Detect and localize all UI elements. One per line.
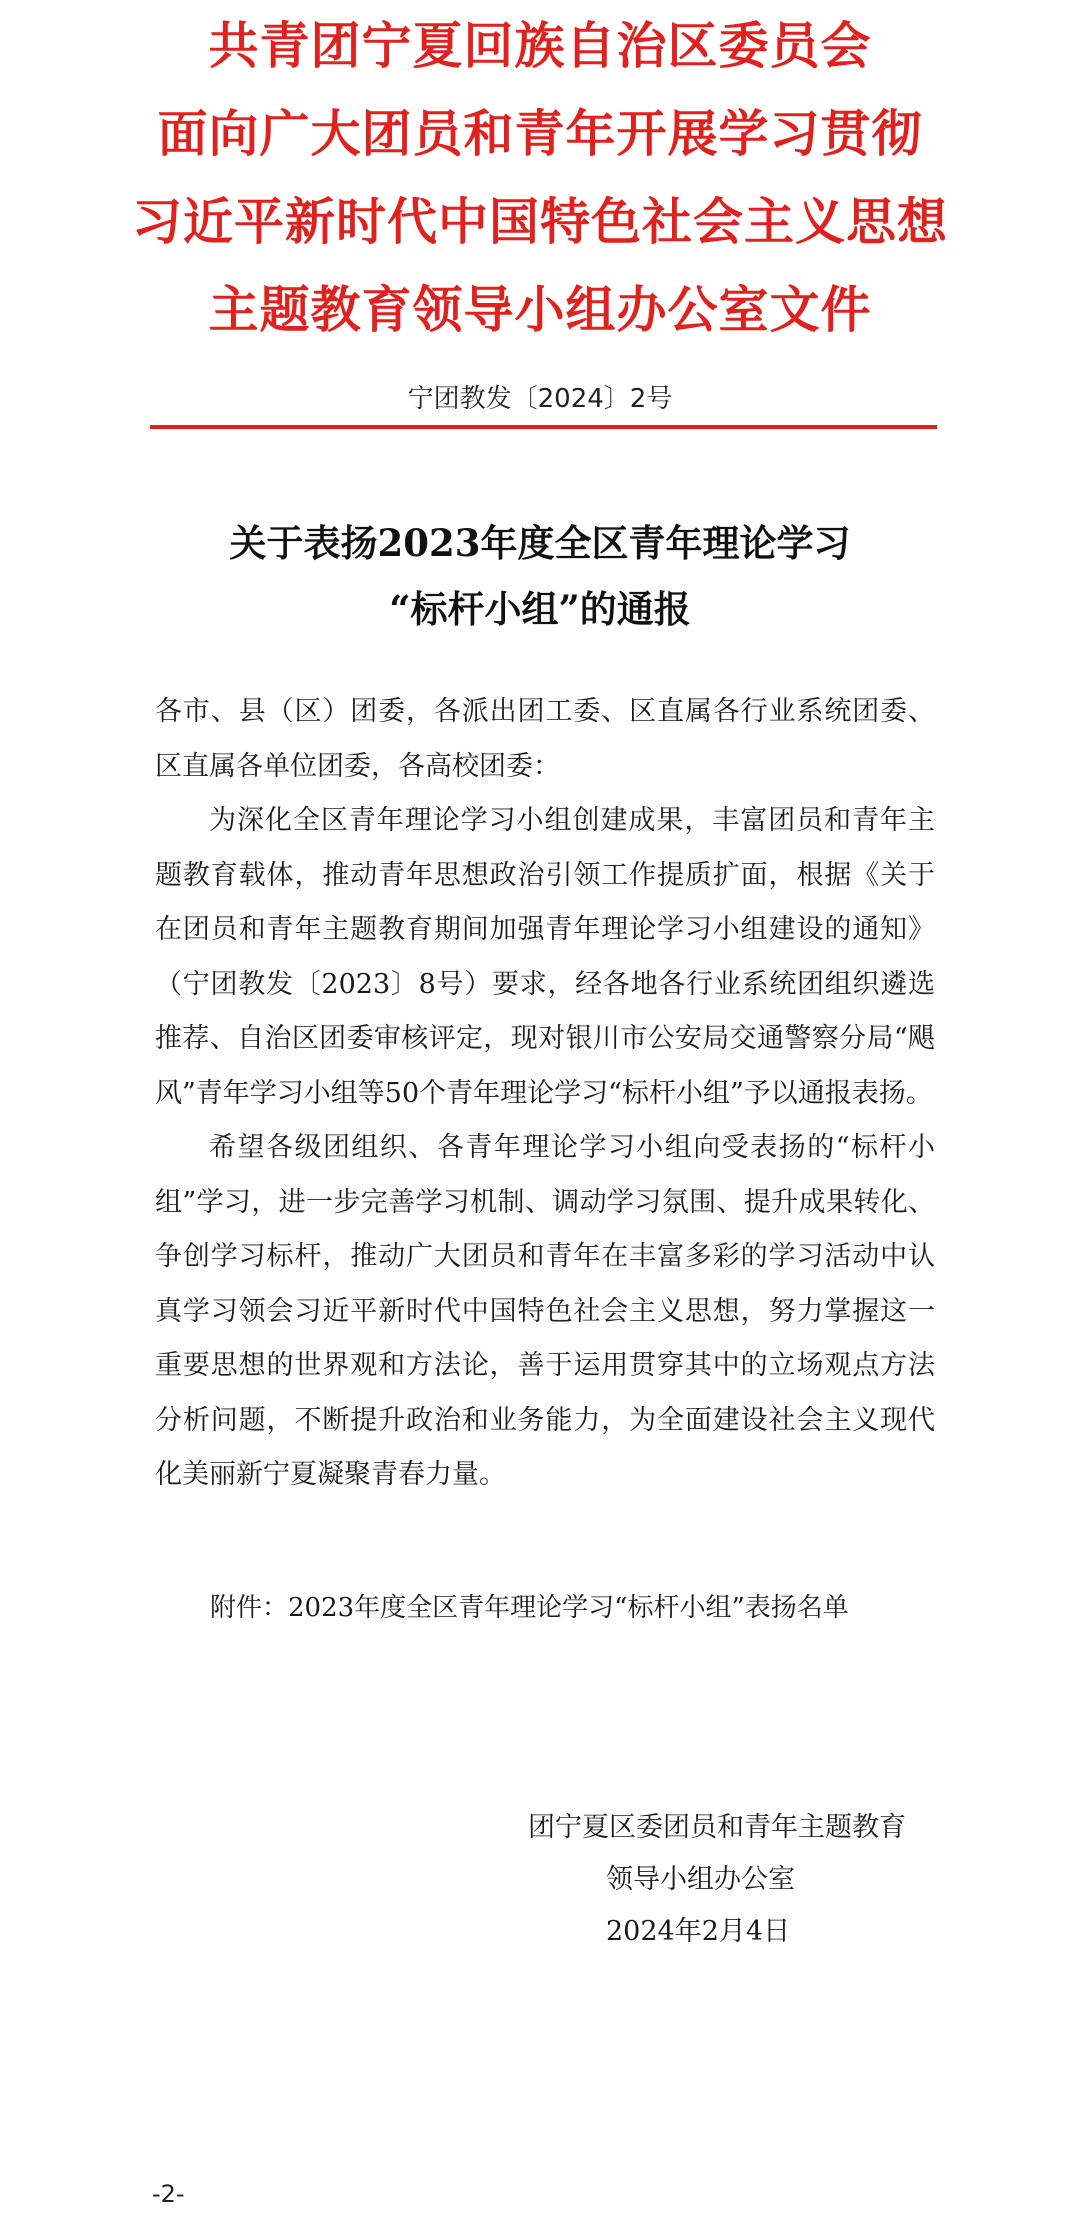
body-paragraph-1: 为深化全区青年理论学习小组创建成果，丰富团员和青年主题教育载体，推动青年思想政治引领工作提质扩面，根据《关于在团员和青年主题教育期间加强青年理论学习小组建设的通知》（宁团教发〔2023〕8号）要求，经各地各行业系统团组织遴选推荐、自治区团委审核评定，现对银川市公安局交通警察分局“飓风”青年学习小组等50个青年理论学习“标杆小组”予以通报表扬。 <box>155 805 935 1109</box>
document-number: 宁团教发〔2024〕2号 <box>407 384 673 414</box>
title-line-1: 关于表扬2023年度全区青年理论学习 <box>229 521 851 565</box>
salutation: 各市、县（区）团委，各派出团工委、区直属各行业系统团委、区直属各单位团委，各高校团委： <box>155 696 935 782</box>
signature-date: 2024年2月4日 <box>606 1916 791 1947</box>
signature-block <box>520 1802 940 1958</box>
masthead-line: 共青团宁夏回族自治区委员会 <box>208 17 872 75</box>
document-title <box>0 510 1080 642</box>
masthead <box>0 0 1080 354</box>
attachment-note: 附件：2023年度全区青年理论学习“标杆小组”表扬名单 <box>210 1593 849 1623</box>
signature-org-line-1: 团宁夏区委团员和青年主题教育 <box>528 1812 906 1843</box>
body-paragraph-2: 希望各级团组织、各青年理论学习小组向受表扬的“标杆小组”学习，进一步完善学习机制、调动学习氛围、提升成果转化、争创学习标杆，推动广大团员和青年在丰富多彩的学习活动中认真学习领会习近平新时代中国特色社会主义思想，努力掌握这一重要思想的世界观和方法论，善于运用贯穿其中的立场观点方法分析问题，不断提升政治和业务能力，为全面建设社会主义现代化美丽新宁夏凝聚青春力量。 <box>155 1132 935 1490</box>
signature-org-line-2: 领导小组办公室 <box>606 1864 795 1895</box>
masthead-line: 面向广大团员和青年开展学习贯彻 <box>157 105 923 163</box>
document-body <box>155 685 935 1503</box>
title-line-2: “标杆小组”的通报 <box>389 587 691 631</box>
page-number: -2- <box>152 2180 185 2208</box>
masthead-line: 习近平新时代中国特色社会主义思想 <box>132 193 948 251</box>
red-divider-line <box>150 425 937 429</box>
masthead-line: 主题教育领导小组办公室文件 <box>208 281 872 339</box>
